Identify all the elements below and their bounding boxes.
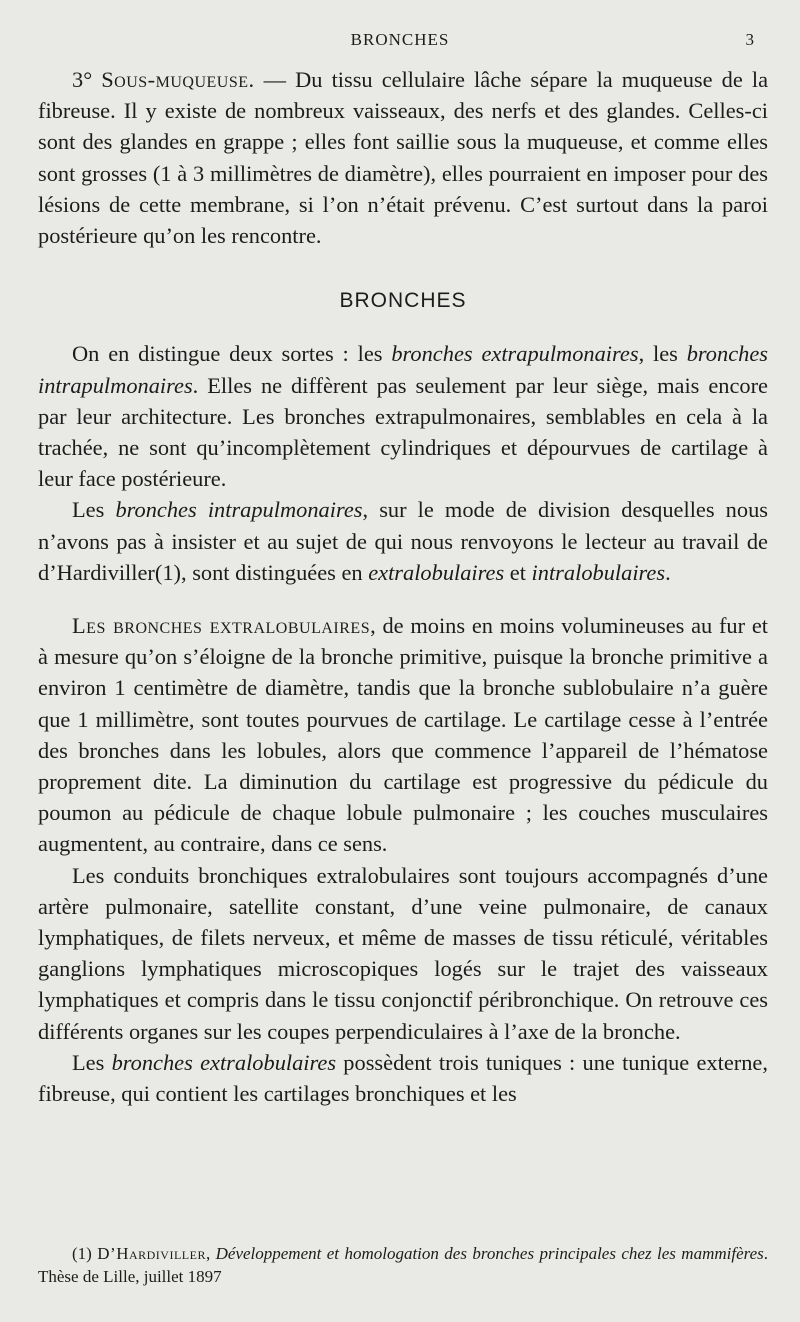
italic-term: intralobulaires	[531, 559, 666, 585]
text-run: .	[665, 559, 671, 585]
paragraph-intrapulmonaires	[38, 494, 768, 588]
paragraph-sous-muqueuse	[38, 64, 768, 251]
italic-term: extralobulaires	[368, 559, 505, 585]
running-header	[0, 30, 800, 54]
text-run: Les	[72, 497, 116, 523]
paragraph-text: — Du tissu cellulaire lâche sépare la muqueuse de la fibreuse. Il y existe de nombreux vaisseaux, des nerfs et des glandes. Celles-ci sont des glandes en grappe ; elles font saillie sous la muqueuse, et comme elles sont grosses (1 à 3 millimètres de diamètre), elles pourraient en imposer pour des lésions de cette membrane, si l’on n’était prévenu. C’est surtout dans la paroi postérieure qu’on les rencontre.	[38, 67, 769, 249]
footnote-author: D’Hardiviller	[97, 1244, 206, 1263]
running-title: BRONCHES	[350, 30, 450, 49]
italic-term: bronches intrapulmonaires	[38, 341, 768, 398]
paragraph-tuniques	[38, 1047, 768, 1109]
italic-term: bronches intrapulmonaires	[115, 497, 363, 523]
footnote-mark: (1)	[72, 1244, 92, 1263]
body-text	[38, 64, 768, 1109]
footnote-title: Développement et homologation des bronches principales chez les mammifères	[215, 1244, 764, 1263]
text-run: . Thèse de Lille, juillet 1897	[38, 1244, 769, 1286]
text-run: On en distingue deux sortes : les	[72, 341, 392, 367]
text-run: ,	[205, 1244, 216, 1263]
text-run: et	[504, 559, 532, 585]
italic-term: bronches extralobulaires	[111, 1049, 337, 1075]
paragraph-conduits	[38, 860, 768, 1047]
paragraph-gap	[38, 588, 768, 610]
text-run: , sont distinguées en	[181, 559, 369, 585]
footnote-text	[38, 1242, 768, 1288]
footnote	[38, 1242, 768, 1288]
text-run: Les	[72, 1049, 112, 1075]
list-number: 3°	[72, 67, 102, 92]
text-run: possèdent trois tuniques : une tunique externe, fibreuse, qui contient les cartilages bronchiques et les	[38, 1049, 768, 1107]
italic-term: bronches extrapulmonaires	[391, 341, 639, 367]
text-run: . Elles ne diffèrent pas seulement par leur siège, mais encore par leur architecture. Les bronches extrapulmonaires, semblables en cela à la trachée, ne sont qu’incomplètement cylindriques et dépourvues de cartilage à leur face postérieure.	[38, 372, 768, 492]
footnote-reference[interactable]: (1)	[154, 559, 181, 585]
text-run: , sur le mode de division desquelles nous n’avons pas à insister et au sujet de qui nous renvoyons le lecteur au travail de d’Hardiviller	[38, 497, 768, 585]
paragraph-label: Sous-muqueuse.	[101, 67, 255, 92]
paragraph-extralobulaires	[38, 610, 768, 860]
section-heading: BRONCHES	[339, 289, 467, 313]
page-number: 3	[745, 30, 754, 49]
paragraph-text: Les conduits bronchiques extralobulaires sont toujours accompagnés d’une artère pulmonaire, satellite constant, d’une veine pulmonaire, de canaux lymphatiques, de filets nerveux, et même de masses de tissu réticulé, véritables ganglions lymphatiques microscopiques logés sur le trajet des vaisseaux lymphatiques et compris dans le tissu conjonctif péribronchique. On retrouve ces différents organes sur les coupes perpendiculaires à l’axe de la bronche.	[38, 862, 768, 1044]
paragraph-distinction	[38, 338, 768, 494]
paragraph-text: , de moins en moins volumineuses au fur et à mesure qu’on s’éloigne de la bronche primitive, puisque la bronche primitive a environ 1 centimètre de diamètre, tandis que la bronche sublobulaire n’a guère que 1 millimètre, sont toutes pourvues de cartilage. Le cartilage cesse à l’entrée des bronches dans les lobules, alors que commence l’appareil de l’hématose proprement dite. La diminution du cartilage est progressive du pédicule du poumon au pédicule de chaque lobule pulmonaire ; les couches musculaires augmentent, au contraire, dans ce sens.	[38, 613, 768, 857]
paragraph-label: Les bronches extralobulaires	[72, 613, 371, 639]
text-run: , les	[638, 341, 687, 367]
